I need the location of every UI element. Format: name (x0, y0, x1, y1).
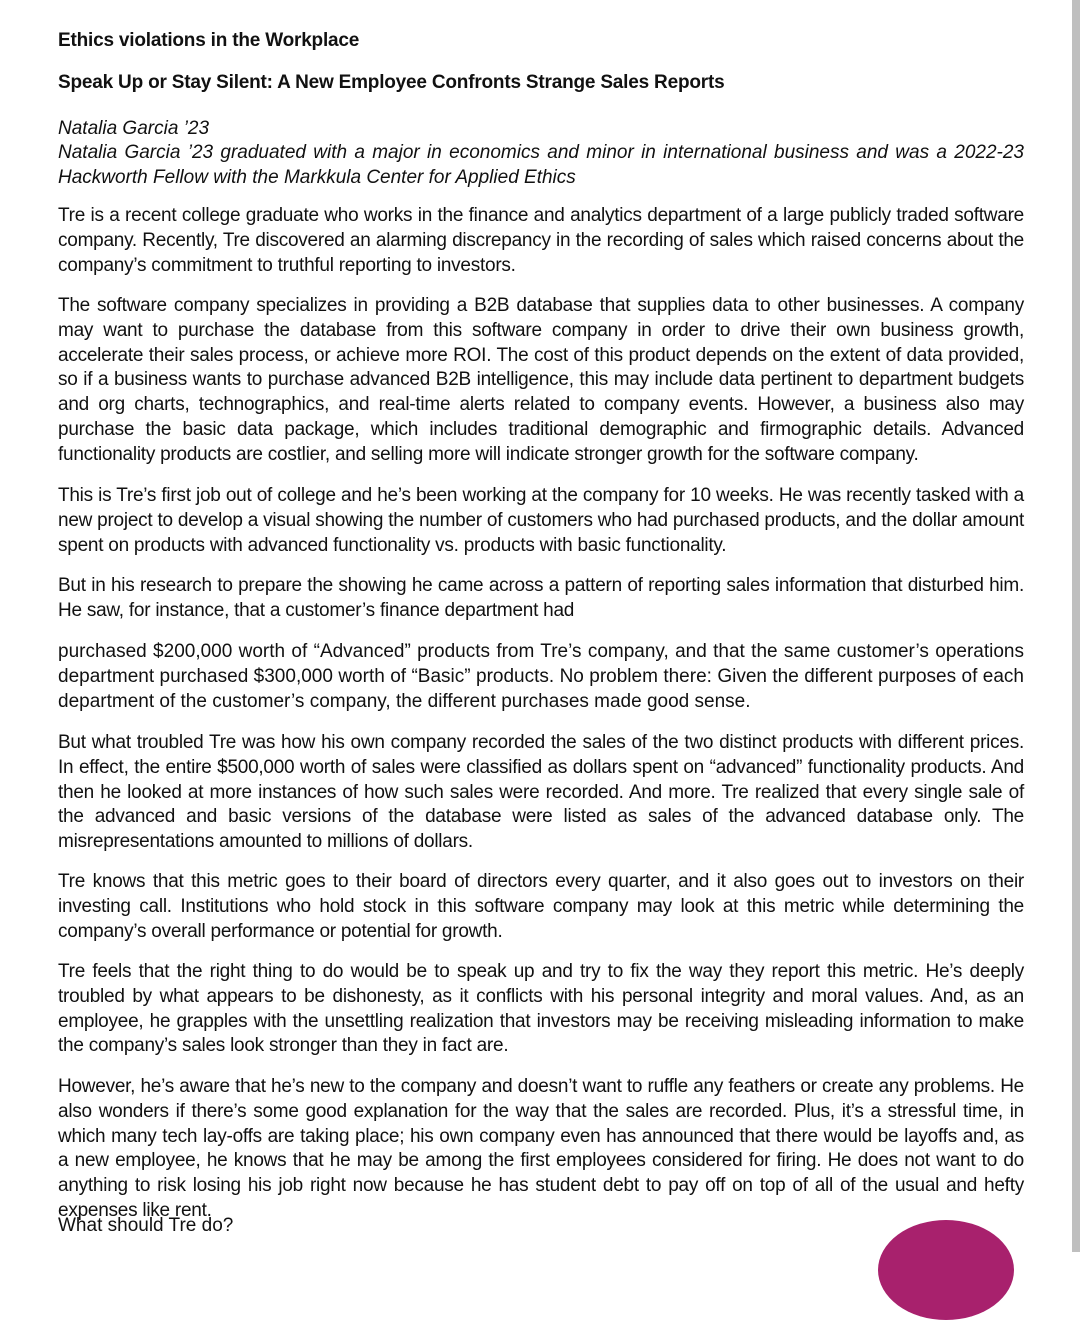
paragraph-6: But what troubled Tre was how his own company recorded the sales of the two distinct products with different prices. In effect, the entire $500,000 worth of sales were classified as dollars spent on “advanced” functionality products. And then he looked at more instances of how such sales were recorded. And more. Tre realized that every single sale of the advanced and basic versions of the database were listed as sales of the advanced database only. The misrepresentations amounted to millions of dollars. (58, 732, 1024, 853)
magenta-badge (878, 1220, 1014, 1320)
page-right-edge (1072, 0, 1080, 1252)
paragraph-1: Tre is a recent college graduate who works in the finance and analytics department of a large publicly traded software company. Recently, Tre discovered an alarming discrepancy in the recording of sales which raised concerns about the company’s commitment to truthful reporting to investors. (58, 205, 1024, 276)
paragraph-9: However, he’s aware that he’s new to the company and doesn’t want to ruffle any feathers or create any problems. He also wonders if there’s some good explanation for the way that the sales are recorded. Plus, it’s a stressful time, in which many tech lay-offs are taking place; his own company even has announced that there would be layoffs and, as a new employee, he knows that he may be among the first employees considered for firing. He does not want to do anything to risk losing his job right now because he has student debt to pay off on top of all of the usual and hefty expenses like rent. (58, 1076, 1024, 1221)
paragraph-7: Tre knows that this metric goes to their board of directors every quarter, and it also goes out to investors on their investing call. Institutions who hold stock in this software company may look at this metric while determining the company’s overall performance or potential for growth. (58, 871, 1024, 942)
closing-question: What should Tre do? (58, 1215, 234, 1236)
paragraph-3: This is Tre’s first job out of college and he’s been working at the company for 10 weeks. He was recently tasked with a new project to develop a visual showing the number of customers who had purchased products, and the dollar amount spent on products with advanced functionality vs. products with basic functionality. (58, 485, 1024, 556)
article-topic: Ethics violations in the Workplace (58, 30, 360, 51)
author-name: Natalia Garcia ’23 (58, 118, 210, 139)
paragraph-4: But in his research to prepare the showing he came across a pattern of reporting sales information that disturbed him. He saw, for instance, that a customer’s finance department had (58, 575, 1024, 621)
author-bio: Natalia Garcia ’23 graduated with a major in economics and minor in international business and was a 2022-23 Hackworth Fellow with the Markkula Center for Applied Ethics (58, 142, 1024, 188)
paragraph-2: The software company specializes in providing a B2B database that supplies data to other businesses. A company may want to purchase the database from this software company in order to drive their own business growth, accelerate their sales process, or achieve more ROI. The cost of this product depends on the extent of data provided, so if a business wants to purchase advanced B2B intelligence, this may include data pertinent to department budgets and org charts, technographics, and real-time alerts related to company events. However, a business also may purchase the basic data package, which includes traditional demographic and firmographic details. Advanced functionality products are costlier, and selling more will indicate stronger growth for the software company. (58, 295, 1024, 465)
paragraph-8: Tre feels that the right thing to do would be to speak up and try to fix the way they report this metric. He’s deeply troubled by what appears to be dishonesty, as it conflicts with his personal integrity and moral values. And, as an employee, he grapples with the unsettling realization that investors may be receiving misleading information to make the company’s sales look stronger than they in fact are. (58, 961, 1024, 1057)
article-title: Speak Up or Stay Silent: A New Employee Confronts Strange Sales Reports (58, 72, 725, 93)
paragraph-5: purchased $200,000 worth of “Advanced” products from Tre’s company, and that the same customer’s operations department purchased $300,000 worth of “Basic” products. No problem there: Given the different purposes of each department of the customer’s company, the different purchases made good sense. (58, 641, 1024, 712)
